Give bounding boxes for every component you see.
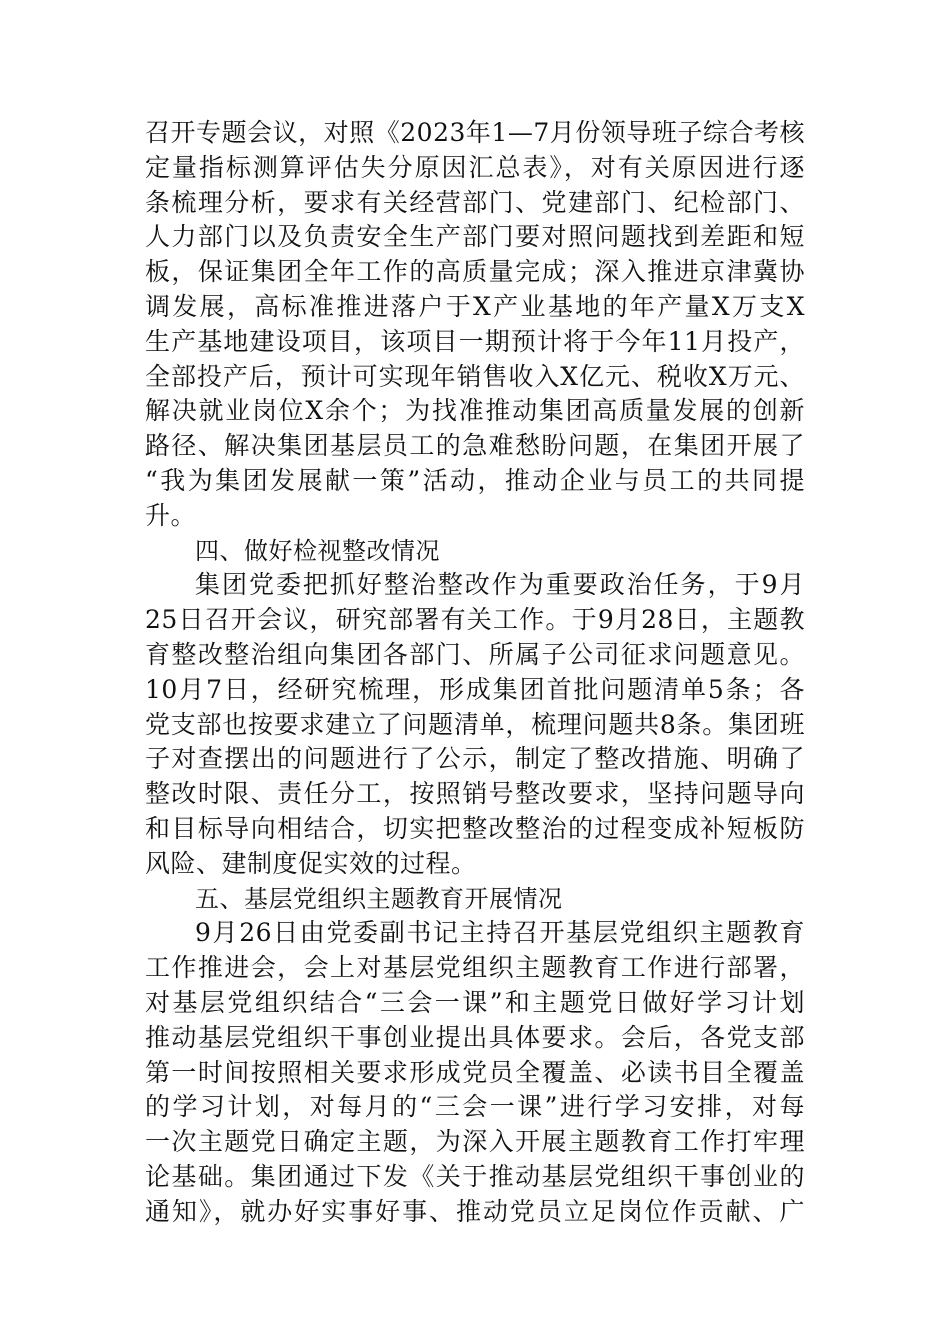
text-line: 整改时限、责任分工，按照销号整改要求，坚持问题导向 <box>145 779 805 809</box>
text-line: 育整改整治组向集团各部门、所属子公司征求问题意见。 <box>145 639 805 669</box>
text-line: 解决就业岗位X余个；为找准推动集团高质量发展的创新 <box>145 396 805 426</box>
text-line: 10月7日，经研究梳理，形成集团首批问题清单5条；各 <box>145 674 805 704</box>
text-line: 的学习计划，对每月的“三会一课”进行学习安排，对每 <box>145 1092 805 1122</box>
text-line: 9月26日由党委副书记主持召开基层党组织主题教育 <box>195 918 805 948</box>
text-line: 通知》，就办好实事好事、推动党员立足岗位作贡献、广 <box>145 1196 805 1226</box>
text-line: 和目标导向相结合，切实把整改整治的过程变成补短板防 <box>145 813 805 843</box>
section-4-paragraph <box>145 568 805 881</box>
text-line: 对基层党组织结合“三会一课”和主题党日做好学习计划 <box>145 987 805 1017</box>
text-line: 一次主题党日确定主题，为深入开展主题教育工作打牢理 <box>145 1127 805 1157</box>
paragraph-1 <box>145 116 805 534</box>
text-line: 定量指标测算评估失分原因汇总表》，对有关原因进行逐 <box>145 152 805 182</box>
text-line: 调发展，高标准推进落户于X产业基地的年产量X万支X <box>145 291 805 321</box>
text-line: 第一时间按照相关要求形成党员全覆盖、必读书目全覆盖 <box>145 1057 805 1087</box>
text-line: 风险、建制度促实效的过程。 <box>145 848 477 878</box>
text-line: 集团党委把抓好整治整改作为重要政治任务，于9月 <box>195 570 805 600</box>
text-line: 全部投产后，预计可实现年销售收入X亿元、税收X万元、 <box>145 361 805 391</box>
text-line: 召开专题会议，对照《2023年1—7月份领导班子综合考核 <box>145 118 805 147</box>
text-line: 25日召开会议，研究部署有关工作。于9月28日，主题教 <box>145 605 805 635</box>
text-line: 条梳理分析，要求有关经营部门、党建部门、纪检部门、 <box>145 187 805 217</box>
text-line: “我为集团发展献一策”活动，推动企业与员工的共同提 <box>145 465 805 495</box>
text-line: 路径、解决集团基层员工的急难愁盼问题，在集团开展了 <box>145 431 805 461</box>
text-line: 推动基层党组织干事创业提出具体要求。会后，各党支部 <box>145 1022 805 1052</box>
document-body <box>145 116 805 1230</box>
section-5-paragraph <box>145 916 805 1229</box>
text-line: 升。 <box>145 500 197 530</box>
text-line: 党支部也按要求建立了问题清单，梳理问题共8条。集团班 <box>145 709 805 739</box>
text-line: 论基础。集团通过下发《关于推动基层党组织干事创业的 <box>145 1161 805 1191</box>
text-line: 工作推进会，会上对基层党组织主题教育工作进行部署， <box>145 953 805 983</box>
text-line: 子对查摆出的问题进行了公示，制定了整改措施、明确了 <box>145 744 805 774</box>
section-heading: 五、基层党组织主题教育开展情况 <box>195 884 563 913</box>
text-line: 板，保证集团全年工作的高质量完成；深入推进京津冀协 <box>145 257 805 287</box>
section-heading: 四、做好检视整改情况 <box>195 536 440 565</box>
text-line: 生产基地建设项目，该项目一期预计将于今年11月投产， <box>145 326 805 356</box>
text-line: 人力部门以及负责安全生产部门要对照问题找到差距和短 <box>145 222 805 252</box>
